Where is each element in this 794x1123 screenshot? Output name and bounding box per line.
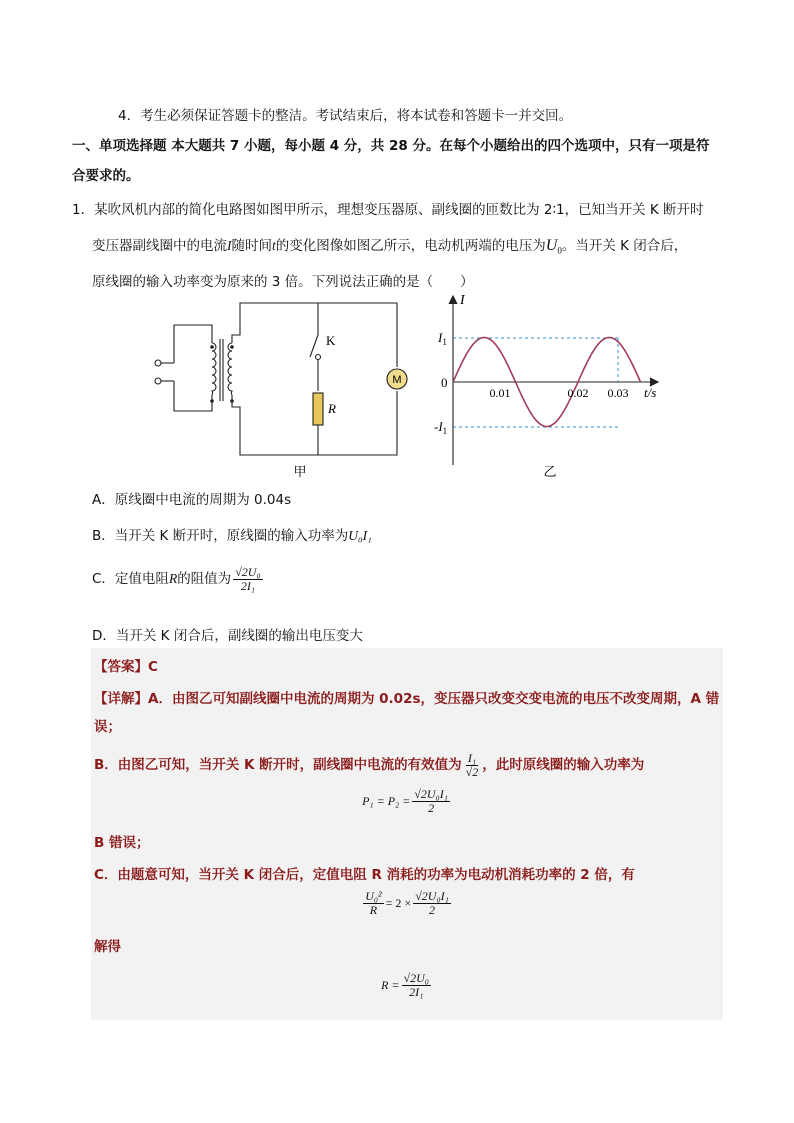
tick-0-02: 0.02	[567, 386, 589, 400]
notice-4: 4．考生必须保证答题卡的整洁。考试结束后，将本试卷和答题卡一并交回。	[118, 108, 573, 124]
figure-circuit	[150, 295, 415, 485]
q2-d: 。当开关 K 闭合后，	[561, 238, 688, 254]
peak-label: $I_1$	[438, 330, 447, 347]
option-a: A．原线圈中电流的周期为 0.04s	[92, 492, 292, 508]
x-axis-label: t/s	[644, 385, 657, 400]
detail-a-line2: 误；	[94, 719, 121, 735]
q2-U: U	[545, 237, 558, 254]
section-title-cont: 合要求的。	[72, 168, 140, 184]
origin-label: 0	[441, 375, 448, 390]
detail-label: 【详解】	[94, 691, 148, 707]
option-c-R: R	[168, 571, 178, 587]
detail-c: C．由题意可知，当开关 K 闭合后，定值电阻 R 消耗的功率为电动机消耗功率的 2 倍，有	[94, 867, 635, 883]
detail-b	[94, 752, 644, 778]
q2-a: 变压器副线圈中的电流	[92, 238, 227, 254]
q2-b: 随时间	[231, 238, 272, 254]
resistor-label: R	[328, 401, 336, 416]
option-c-text: C．定值电阻	[92, 571, 169, 588]
option-c-fraction: $\frac{\text{√2U₀}}{\text{2I₁}}$	[235, 565, 261, 593]
detail-b-text2: ，此时原线圈的输入功率为	[482, 757, 645, 774]
eq2-right-fraction: $\frac{\text{√2U₀I₁}}{2}$	[415, 889, 449, 917]
q2-I: I	[227, 238, 232, 253]
equation-3	[91, 972, 723, 998]
figure-a-caption: 甲	[293, 465, 307, 480]
option-b-text: B．当开关 K 断开时，原线圈的输入功率为	[92, 528, 349, 544]
tick-0-01: 0.01	[489, 386, 511, 400]
switch-label: K	[326, 333, 336, 348]
question-line-3: 原线圈的输入功率变为原来的 3 倍。下列说法正确的是（ ）	[92, 274, 474, 290]
eq3-fraction: $\frac{\text{√2U₀}}{\text{2I₁}}$	[403, 971, 429, 999]
figure-b-caption: 乙	[543, 465, 557, 480]
detail-b-fraction: $\frac{\text{I₁}}{√2}$	[465, 751, 479, 779]
q2-c: 的变化图像如图乙所示，电动机两端的电压为	[275, 238, 546, 254]
answer-label: 【答案】C	[94, 659, 158, 675]
eq1-fraction: $\frac{\text{√2U₀I₁}}{2}$	[414, 787, 448, 815]
equation-1	[91, 788, 723, 814]
option-b	[92, 524, 372, 544]
detail-a-text: A．由图乙可知副线圈中电流的周期为 0.02s，变压器只改变交变电流的电压不改变周期，A 错	[148, 691, 720, 707]
motor-label: M	[392, 374, 402, 386]
q2-U-sub: 0	[557, 245, 562, 256]
question-number: 1．	[72, 202, 95, 218]
eq2-left-fraction: $\frac{\text{U₀²}}{R}$	[365, 889, 382, 917]
option-d: D．当开关 K 闭合后，副线圈的输出电压变大	[92, 628, 363, 644]
option-b-math: U₀I₁	[348, 528, 372, 543]
question-line-1	[72, 198, 704, 218]
eq3-left: R =	[381, 978, 400, 993]
question-line-2	[92, 234, 687, 256]
detail-a-line1	[94, 687, 719, 707]
tick-0-03: 0.03	[607, 386, 629, 400]
section-title: 一、单项选择题 本大题共 7 小题，每小题 4 分，共 28 分。在每个小题给出的四个选项中，只有一项是符	[72, 138, 710, 154]
question-text-1: 某吹风机内部的简化电路图如图甲所示，理想变压器原、副线圈的匝数比为 2∶1，已知当开关 K 断开时	[94, 202, 704, 218]
eq2-mid: = 2 ×	[385, 896, 412, 911]
figure-graph	[430, 290, 670, 485]
y-axis-label: I	[460, 293, 465, 308]
solve-label: 解得	[94, 939, 121, 955]
trough-label: $-I_1$	[434, 419, 448, 436]
equation-2	[91, 890, 723, 916]
detail-b-text: B．由图乙可知，当开关 K 断开时，副线圈中电流的有效值为	[94, 757, 462, 774]
detail-b-end: B 错误；	[94, 835, 150, 851]
eq1-left: P₁ = P₂ =	[362, 794, 411, 809]
option-c-text2: 的阻值为	[177, 571, 232, 588]
option-c	[92, 566, 265, 592]
q2-t: t	[272, 238, 276, 253]
